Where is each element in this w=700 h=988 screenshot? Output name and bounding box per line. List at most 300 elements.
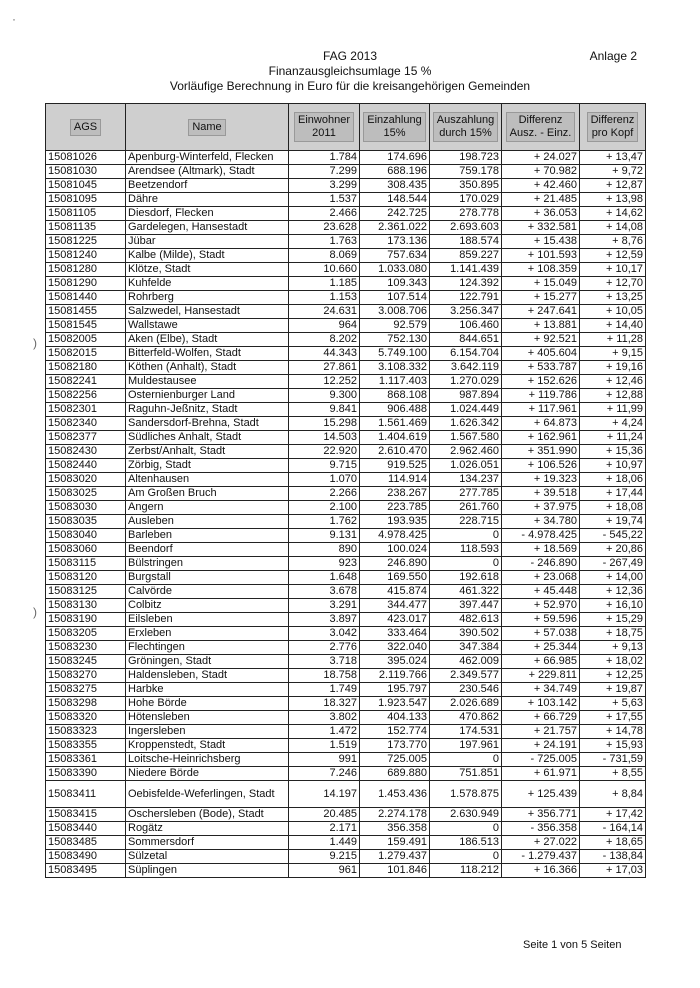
value-cell: 2.026.689 [430, 697, 502, 711]
value-cell: + 533.787 [502, 361, 580, 375]
table-row [46, 193, 646, 207]
value-cell: + 8,55 [580, 767, 646, 781]
value-cell: 2.630.949 [430, 808, 502, 822]
value-cell: + 18.569 [502, 543, 580, 557]
column-header-line2: pro Kopf [591, 127, 634, 139]
value-cell: 186.513 [430, 836, 502, 850]
name-cell: Klötze, Stadt [126, 263, 289, 277]
table-row [46, 543, 646, 557]
ags-cell: 15083275 [46, 683, 126, 697]
table-row [46, 753, 646, 767]
value-cell: + 42.460 [502, 179, 580, 193]
value-cell: 1.578.875 [430, 781, 502, 808]
column-header-label [294, 112, 354, 142]
table-row [46, 739, 646, 753]
value-cell: 397.447 [430, 599, 502, 613]
name-cell: Bülstringen [126, 557, 289, 571]
value-cell: 9.215 [289, 850, 360, 864]
value-cell: + 8,84 [580, 781, 646, 808]
table-header-row [46, 104, 646, 151]
value-cell: 174.696 [360, 151, 430, 165]
value-cell: + 25.344 [502, 641, 580, 655]
name-cell: Oebisfelde-Weferlingen, Stadt [126, 781, 289, 808]
ags-cell: 15083025 [46, 487, 126, 501]
value-cell: 15.298 [289, 417, 360, 431]
value-cell: 106.460 [430, 319, 502, 333]
value-cell: 173.136 [360, 235, 430, 249]
value-cell: - 246.890 [502, 557, 580, 571]
name-cell: Dähre [126, 193, 289, 207]
name-cell: Süplingen [126, 864, 289, 878]
value-cell: 174.531 [430, 725, 502, 739]
value-cell: 159.491 [360, 836, 430, 850]
value-cell: 350.895 [430, 179, 502, 193]
value-cell: 193.935 [360, 515, 430, 529]
value-cell: 8.202 [289, 333, 360, 347]
value-cell: 961 [289, 864, 360, 878]
table-row [46, 473, 646, 487]
value-cell: 14.503 [289, 431, 360, 445]
value-cell: 2.610.470 [360, 445, 430, 459]
punch-hole-mark: ) [33, 605, 37, 619]
table-row [46, 375, 646, 389]
value-cell: 278.778 [430, 207, 502, 221]
value-cell: + 13.881 [502, 319, 580, 333]
name-cell: Muldestausee [126, 375, 289, 389]
ags-cell: 15081045 [46, 179, 126, 193]
name-cell: Aken (Elbe), Stadt [126, 333, 289, 347]
table-row [46, 641, 646, 655]
value-cell: + 70.982 [502, 165, 580, 179]
value-cell: + 66.729 [502, 711, 580, 725]
name-cell: Gröningen, Stadt [126, 655, 289, 669]
table-row [46, 501, 646, 515]
value-cell: 0 [430, 753, 502, 767]
value-cell: 6.154.704 [430, 347, 502, 361]
value-cell: 3.642.119 [430, 361, 502, 375]
value-cell: + 17,55 [580, 711, 646, 725]
value-cell: 752.130 [360, 333, 430, 347]
value-cell: 322.040 [360, 641, 430, 655]
value-cell: - 356.358 [502, 822, 580, 836]
column-header-line1: Auszahlung [436, 114, 495, 126]
value-cell: 2.274.178 [360, 808, 430, 822]
name-cell: Sülzetal [126, 850, 289, 864]
value-cell: 0 [430, 850, 502, 864]
name-cell: Raguhn-Jeßnitz, Stadt [126, 403, 289, 417]
ags-cell: 15082241 [46, 375, 126, 389]
name-cell: Altenhausen [126, 473, 289, 487]
table-row [46, 487, 646, 501]
value-cell: 482.613 [430, 613, 502, 627]
ags-cell: 15083230 [46, 641, 126, 655]
value-cell: + 229.811 [502, 669, 580, 683]
table-row [46, 165, 646, 179]
table-row [46, 836, 646, 850]
ags-cell: 15081440 [46, 291, 126, 305]
value-cell: 2.776 [289, 641, 360, 655]
ags-cell: 15082340 [46, 417, 126, 431]
value-cell: 9.715 [289, 459, 360, 473]
table-row [46, 850, 646, 864]
column-header-label [363, 112, 425, 142]
value-cell: 1.762 [289, 515, 360, 529]
name-cell: Hohe Börde [126, 697, 289, 711]
value-cell: 1.519 [289, 739, 360, 753]
name-cell: Haldensleben, Stadt [126, 669, 289, 683]
value-cell: 470.862 [430, 711, 502, 725]
name-cell: Eilsleben [126, 613, 289, 627]
value-cell: + 125.439 [502, 781, 580, 808]
value-cell: 109.343 [360, 277, 430, 291]
value-cell: 118.593 [430, 543, 502, 557]
value-cell: + 59.596 [502, 613, 580, 627]
ags-cell: 15083390 [46, 767, 126, 781]
value-cell: + 18,08 [580, 501, 646, 515]
ags-cell: 15083125 [46, 585, 126, 599]
value-cell: + 405.604 [502, 347, 580, 361]
table-row [46, 781, 646, 808]
value-cell: + 45.448 [502, 585, 580, 599]
value-cell: 1.923.547 [360, 697, 430, 711]
value-cell: + 9,13 [580, 641, 646, 655]
column-header-label [70, 119, 101, 136]
value-cell: 18.758 [289, 669, 360, 683]
value-cell: + 15,93 [580, 739, 646, 753]
ags-cell: 15083485 [46, 836, 126, 850]
value-cell: + 162.961 [502, 431, 580, 445]
value-cell: 100.024 [360, 543, 430, 557]
value-cell: 92.579 [360, 319, 430, 333]
value-cell: 3.802 [289, 711, 360, 725]
value-cell: 859.227 [430, 249, 502, 263]
ags-cell: 15083355 [46, 739, 126, 753]
ags-cell: 15083060 [46, 543, 126, 557]
value-cell: + 10,17 [580, 263, 646, 277]
column-header-line2: 2011 [312, 127, 336, 139]
table-row [46, 319, 646, 333]
ags-cell: 15083245 [46, 655, 126, 669]
value-cell: + 12,70 [580, 277, 646, 291]
table-body [46, 151, 646, 878]
value-cell: + 152.626 [502, 375, 580, 389]
table-row [46, 864, 646, 878]
value-cell: + 19,87 [580, 683, 646, 697]
page-footer: Seite 1 von 5 Seiten [523, 939, 622, 951]
value-cell: 18.327 [289, 697, 360, 711]
value-cell: 2.171 [289, 822, 360, 836]
table-row [46, 249, 646, 263]
name-cell: Ingersleben [126, 725, 289, 739]
ags-cell: 15082301 [46, 403, 126, 417]
value-cell: + 34.780 [502, 515, 580, 529]
ags-cell: 15083361 [46, 753, 126, 767]
value-cell: 27.861 [289, 361, 360, 375]
name-cell: Niedere Börde [126, 767, 289, 781]
ags-cell: 15083115 [46, 557, 126, 571]
value-cell: 9.841 [289, 403, 360, 417]
value-cell: 923 [289, 557, 360, 571]
value-cell: 725.005 [360, 753, 430, 767]
column-header-label [506, 112, 576, 142]
value-cell: 1.270.029 [430, 375, 502, 389]
ags-cell: 15083320 [46, 711, 126, 725]
table-row [46, 655, 646, 669]
attachment-label: Anlage 2 [589, 49, 637, 63]
value-cell: 114.914 [360, 473, 430, 487]
value-cell: 2.100 [289, 501, 360, 515]
value-cell: 3.299 [289, 179, 360, 193]
value-cell: 404.133 [360, 711, 430, 725]
table-row [46, 277, 646, 291]
value-cell: + 24.027 [502, 151, 580, 165]
value-cell: - 725.005 [502, 753, 580, 767]
value-cell: 122.791 [430, 291, 502, 305]
value-cell: 192.618 [430, 571, 502, 585]
column-header [289, 104, 360, 151]
value-cell: 124.392 [430, 277, 502, 291]
value-cell: + 61.971 [502, 767, 580, 781]
value-cell: 3.718 [289, 655, 360, 669]
value-cell: 2.693.603 [430, 221, 502, 235]
value-cell: + 20,86 [580, 543, 646, 557]
value-cell: 987.894 [430, 389, 502, 403]
value-cell: 107.514 [360, 291, 430, 305]
document-title: FAG 2013 [322, 49, 378, 63]
value-cell: 347.384 [430, 641, 502, 655]
ags-cell: 15083411 [46, 781, 126, 808]
value-cell: 8.069 [289, 249, 360, 263]
ags-cell: 15083120 [46, 571, 126, 585]
ags-cell: 15081225 [46, 235, 126, 249]
value-cell: 198.723 [430, 151, 502, 165]
value-cell: + 14,62 [580, 207, 646, 221]
value-cell: + 12,36 [580, 585, 646, 599]
value-cell: + 14,40 [580, 319, 646, 333]
value-cell: 1.070 [289, 473, 360, 487]
value-cell: 308.435 [360, 179, 430, 193]
ags-cell: 15083205 [46, 627, 126, 641]
value-cell: 415.874 [360, 585, 430, 599]
name-cell: Kroppenstedt, Stadt [126, 739, 289, 753]
name-cell: Diesdorf, Flecken [126, 207, 289, 221]
value-cell: + 12,25 [580, 669, 646, 683]
value-cell: 170.029 [430, 193, 502, 207]
value-cell: 1.141.439 [430, 263, 502, 277]
value-cell: 333.464 [360, 627, 430, 641]
value-cell: + 356.771 [502, 808, 580, 822]
table-row [46, 697, 646, 711]
ags-cell: 15082377 [46, 431, 126, 445]
value-cell: + 21.485 [502, 193, 580, 207]
value-cell: + 101.593 [502, 249, 580, 263]
value-cell: + 351.990 [502, 445, 580, 459]
name-cell: Angern [126, 501, 289, 515]
value-cell: + 18,06 [580, 473, 646, 487]
table-row [46, 305, 646, 319]
name-cell: Südliches Anhalt, Stadt [126, 431, 289, 445]
name-cell: Sandersdorf-Brehna, Stadt [126, 417, 289, 431]
value-cell: + 14,78 [580, 725, 646, 739]
value-cell: + 14,08 [580, 221, 646, 235]
value-cell: 7.299 [289, 165, 360, 179]
value-cell: 964 [289, 319, 360, 333]
value-cell: 689.880 [360, 767, 430, 781]
value-cell: + 8,76 [580, 235, 646, 249]
ags-cell: 15082256 [46, 389, 126, 403]
ags-cell: 15081545 [46, 319, 126, 333]
name-cell: Flechtingen [126, 641, 289, 655]
ags-cell: 15082005 [46, 333, 126, 347]
value-cell: 173.770 [360, 739, 430, 753]
table-row [46, 389, 646, 403]
value-cell: 1.648 [289, 571, 360, 585]
value-cell: 1.153 [289, 291, 360, 305]
value-cell: 423.017 [360, 613, 430, 627]
value-cell: + 12,88 [580, 389, 646, 403]
value-cell: - 138,84 [580, 850, 646, 864]
ags-cell: 15081240 [46, 249, 126, 263]
value-cell: 246.890 [360, 557, 430, 571]
value-cell: 228.715 [430, 515, 502, 529]
value-cell: + 11,99 [580, 403, 646, 417]
ags-cell: 15083030 [46, 501, 126, 515]
table-row [46, 445, 646, 459]
value-cell: 9.300 [289, 389, 360, 403]
value-cell: + 9,72 [580, 165, 646, 179]
ags-cell: 15081105 [46, 207, 126, 221]
value-cell: 12.252 [289, 375, 360, 389]
value-cell: 3.042 [289, 627, 360, 641]
name-cell: Köthen (Anhalt), Stadt [126, 361, 289, 375]
value-cell: 261.760 [430, 501, 502, 515]
value-cell: 2.962.460 [430, 445, 502, 459]
value-cell: 890 [289, 543, 360, 557]
value-cell: 20.485 [289, 808, 360, 822]
value-cell: 395.024 [360, 655, 430, 669]
value-cell: 44.343 [289, 347, 360, 361]
value-cell: + 19,74 [580, 515, 646, 529]
ags-cell: 15082430 [46, 445, 126, 459]
value-cell: 1.784 [289, 151, 360, 165]
value-cell: 197.961 [430, 739, 502, 753]
value-cell: + 117.961 [502, 403, 580, 417]
value-cell: 1.749 [289, 683, 360, 697]
value-cell: 1.033.080 [360, 263, 430, 277]
value-cell: 3.256.347 [430, 305, 502, 319]
value-cell: 868.108 [360, 389, 430, 403]
ags-cell: 15083323 [46, 725, 126, 739]
table-row [46, 669, 646, 683]
value-cell: + 27.022 [502, 836, 580, 850]
table-row [46, 235, 646, 249]
ags-cell: 15081095 [46, 193, 126, 207]
value-cell: + 4,24 [580, 417, 646, 431]
value-cell: 148.544 [360, 193, 430, 207]
value-cell: 462.009 [430, 655, 502, 669]
column-header-line1: Differenz [590, 114, 635, 126]
name-cell: Barleben [126, 529, 289, 543]
value-cell: 238.267 [360, 487, 430, 501]
value-cell: 0 [430, 557, 502, 571]
value-cell: 1.453.436 [360, 781, 430, 808]
value-cell: - 267,49 [580, 557, 646, 571]
ags-cell: 15083020 [46, 473, 126, 487]
value-cell: 134.237 [430, 473, 502, 487]
value-cell: 356.358 [360, 822, 430, 836]
name-cell: Beetzendorf [126, 179, 289, 193]
value-cell: + 106.526 [502, 459, 580, 473]
value-cell: 991 [289, 753, 360, 767]
column-header-line2: 15% [383, 127, 406, 139]
value-cell: + 15.277 [502, 291, 580, 305]
table-row [46, 291, 646, 305]
name-cell: Rogätz [126, 822, 289, 836]
value-cell: + 9,15 [580, 347, 646, 361]
column-header-label [188, 119, 225, 136]
value-cell: + 57.038 [502, 627, 580, 641]
table-row [46, 347, 646, 361]
table-row [46, 263, 646, 277]
value-cell: 188.574 [430, 235, 502, 249]
value-cell: 2.119.766 [360, 669, 430, 683]
value-cell: + 11,28 [580, 333, 646, 347]
value-cell: + 15.049 [502, 277, 580, 291]
value-cell: + 247.641 [502, 305, 580, 319]
value-cell: + 92.521 [502, 333, 580, 347]
value-cell: 152.774 [360, 725, 430, 739]
value-cell: - 164,14 [580, 822, 646, 836]
value-cell: 223.785 [360, 501, 430, 515]
value-cell: 844.651 [430, 333, 502, 347]
ags-cell: 15083490 [46, 850, 126, 864]
value-cell: 1.537 [289, 193, 360, 207]
name-cell: Loitsche-Heinrichsberg [126, 753, 289, 767]
value-cell: 1.763 [289, 235, 360, 249]
value-cell: 242.725 [360, 207, 430, 221]
value-cell: 0 [430, 529, 502, 543]
name-cell: Hötensleben [126, 711, 289, 725]
value-cell: + 24.191 [502, 739, 580, 753]
value-cell: + 11,24 [580, 431, 646, 445]
column-header-line2: durch 15% [439, 127, 492, 139]
table-row [46, 683, 646, 697]
ags-cell: 15083130 [46, 599, 126, 613]
name-cell: Beendorf [126, 543, 289, 557]
value-cell: 3.108.332 [360, 361, 430, 375]
value-cell: 2.466 [289, 207, 360, 221]
value-cell: + 10,05 [580, 305, 646, 319]
ags-cell: 15081280 [46, 263, 126, 277]
ags-cell: 15083298 [46, 697, 126, 711]
value-cell: 1.449 [289, 836, 360, 850]
name-cell: Am Großen Bruch [126, 487, 289, 501]
name-cell: Arendsee (Altmark), Stadt [126, 165, 289, 179]
column-header [360, 104, 430, 151]
value-cell: + 19,16 [580, 361, 646, 375]
value-cell: + 13,98 [580, 193, 646, 207]
value-cell: + 66.985 [502, 655, 580, 669]
data-table [45, 103, 646, 878]
value-cell: + 39.518 [502, 487, 580, 501]
value-cell: + 21.757 [502, 725, 580, 739]
value-cell: 14.197 [289, 781, 360, 808]
value-cell: 9.131 [289, 529, 360, 543]
value-cell: + 10,97 [580, 459, 646, 473]
value-cell: + 332.581 [502, 221, 580, 235]
ags-cell: 15083415 [46, 808, 126, 822]
document-subtitle: Finanzausgleichsumlage 15 % [268, 64, 432, 78]
